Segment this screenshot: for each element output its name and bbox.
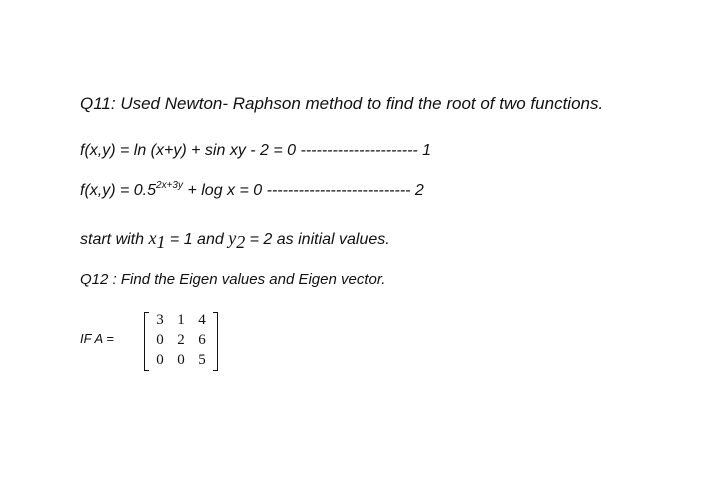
matrix-a xyxy=(144,312,218,372)
right-bracket xyxy=(213,312,218,371)
matrix-cell: 6 xyxy=(198,332,206,348)
start-suffix: = 2 as initial values. xyxy=(245,231,390,248)
matrix-cell: 4 xyxy=(198,312,206,328)
matrix-cell: 1 xyxy=(177,312,185,328)
matrix-cell: 2 xyxy=(177,332,185,348)
left-bracket xyxy=(144,312,149,371)
matrix-cell: 3 xyxy=(156,312,164,328)
var-y: y xyxy=(228,228,237,248)
matrix-cell: 0 xyxy=(156,352,164,368)
q11-equation-2 xyxy=(80,179,424,200)
subscript-2: 2 xyxy=(236,232,246,253)
eq2-suffix: + log x = 0 --------------------------- 2 xyxy=(183,182,424,199)
q11-title: Q11: Used Newton- Raphson method to find the root of two functions. xyxy=(80,94,604,113)
initial-values-line xyxy=(80,228,390,253)
start-middle: = 1 and xyxy=(165,231,229,248)
subscript-1: 1 xyxy=(156,232,166,253)
q12-title: Q12 : Find the Eigen values and Eigen vector. xyxy=(80,271,386,288)
matrix-label: IF A = xyxy=(80,331,114,346)
eq2-exponent: 2x+3y xyxy=(156,179,183,191)
start-prefix: start with xyxy=(80,231,149,248)
matrix-cell: 0 xyxy=(156,332,164,348)
eq2-prefix: f(x,y) = 0.5 xyxy=(80,182,157,199)
var-x: x xyxy=(148,228,157,248)
matrix-cell: 0 xyxy=(177,352,185,368)
matrix-cell: 5 xyxy=(198,352,206,368)
q11-equation-1: f(x,y) = ln (x+y) + sin xy - 2 = 0 ---------------------- 1 xyxy=(80,142,432,159)
